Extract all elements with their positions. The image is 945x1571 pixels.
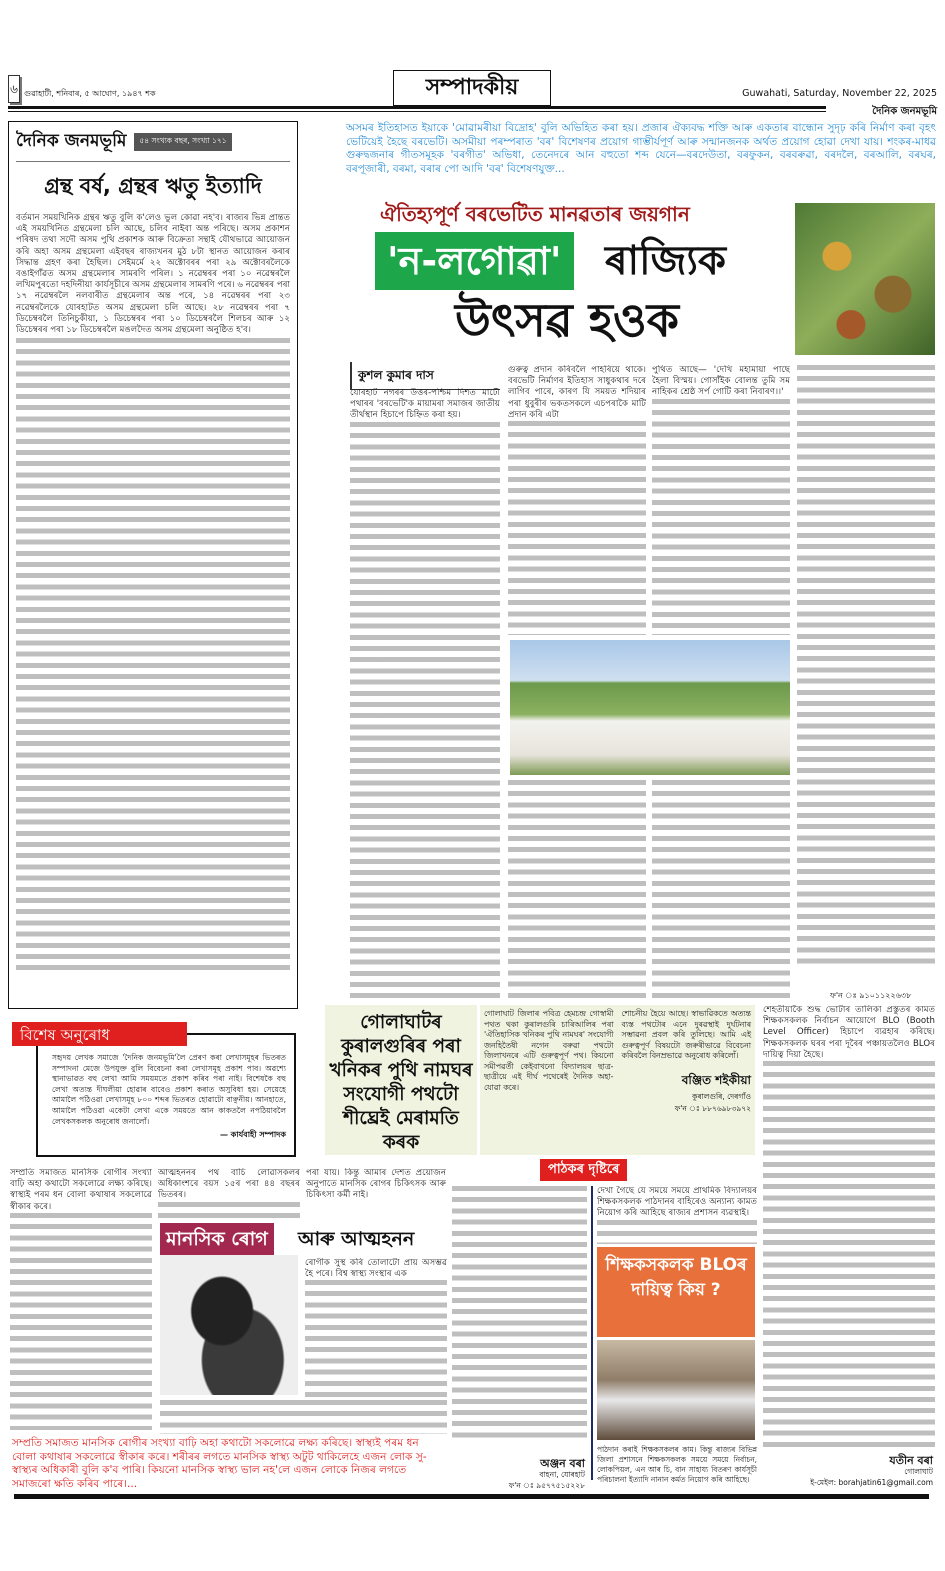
notice-box (36, 1033, 296, 1157)
feature-col3-text: পুথিত আছে— 'দেখি মহামায়া পাছে হৈলা বিস্ময়। গোসাঁইক বোলন্ত তুমি সম নাহিকৰ শ্ৰেষ্ঠ সৰ্প গোটি কৰা নিবাৰণ।।' (652, 365, 790, 398)
mental-place: বাহনা, যোৰহাট (539, 1470, 585, 1479)
mental-col6 (452, 1186, 587, 1438)
feature-phone: ফ'ন ঃ ৯১০১১২২৬৩৮ (830, 991, 912, 1000)
mental-author: অঞ্জন বৰা (540, 1457, 585, 1470)
feature-col2 (508, 365, 646, 635)
notice-body: সহৃদয় লেখক সমাজে 'দৈনিক জনমভূমি'লৈ প্ৰেৰণ কৰা লেখাসমূহৰ ভিতৰত সম্পাদনা মেজে উপযুক্ত বুলি বিবেচনা কৰা লেখাসমূহ প্ৰকাশ পাব। অৱশ্যে স্থানাভাৱত বহু লেখা আমি সময়মতে প্ৰকাশ কৰিব পৰা নাই। বিশেষকৈ বহু লেখা অত্যন্ত দীঘলীয়া হোৱাৰ বাবেও প্ৰকাশ কৰাত অসুবিধা হয়। সেয়েহে আমালৈ পঠিওৱা লেখাসমূহ ৮০০ শব্দৰ ভিতৰত হোৱাটো বাঞ্ছনীয়। আনহাতে, আমালৈ পঠিওৱা একেটা লেখা একে সময়তে আন কাকতলৈ নপঠিয়াবলৈ লেখকসকলক অনুৰোধ জনালোঁ। (52, 1053, 286, 1126)
text-filler (508, 421, 646, 635)
section-title: সম্পাদকীয় (393, 70, 551, 106)
text-filler (763, 1061, 935, 1451)
feature-col3 (652, 365, 790, 635)
byline (350, 362, 500, 390)
page-number: ৬ (8, 75, 20, 103)
feature-col3b (652, 780, 790, 1000)
mental-headline-rest: আৰু আত্মহনন (298, 1228, 415, 1250)
mental-col2 (158, 1168, 300, 1223)
text-filler (797, 365, 935, 965)
text-filler (508, 780, 646, 1000)
date-english: Guwahati, Saturday, November 22, 2025 (742, 88, 937, 99)
header-rule (8, 106, 826, 109)
header-rule-thin (8, 111, 826, 112)
feature-headline-rest: ৰাজ্যিক (605, 238, 726, 284)
blo-author: যতীন বৰা (889, 1454, 933, 1467)
letter1-headline-box (325, 1005, 477, 1155)
mental-body1: সম্প্ৰতি সমাজত মানসিক ৰোগীৰ সংখ্যা বাঢ়ি অহা কথাটো সকলোৱে লক্ষ্য কৰিছে। স্বাস্থ্যই পৰম ধন বোলা কথাষাৰ সকলোৱে স্বীকাৰ কৰে। (10, 1168, 152, 1212)
feature-col1 (350, 388, 500, 998)
text-filler (652, 399, 790, 635)
letter1-box (480, 1005, 755, 1155)
paper-name-right: দৈনিক জনমভূমি (872, 106, 937, 117)
mental-body4: ৰোগীক সুস্থ কৰি তোলাটো প্ৰায় অসম্ভৱ হৈ পৰে। বিশ্ব স্বাস্থ্য সংস্থাৰ এক (305, 1258, 447, 1280)
date-assamese: গুৱাহাটী, শনিবাৰ, ৫ আঘোণ, ১৯৪৭ শক (24, 89, 156, 98)
mental-body3: পৰা যায়। কিন্তু আমাৰ দেশত প্ৰয়োজন অনুপাতে মানসিক ৰোগৰ চিকিৎসক আৰু চিকিৎসা কৰ্মী নাই। (306, 1168, 446, 1201)
mental-pullquote: সম্প্ৰতি সমাজত মানসিক ৰোগীৰ সংখ্যা বাঢ়ি অহা কথাটো সকলোৱে লক্ষ্য কৰিছে। স্বাস্থ্যই পৰম ধন বোলা কথাষাৰ সকলোৱে স্বীকাৰ কৰে। শৰীৰৰ লগতে মানসিক স্বাস্থ্য অটুট থাকিলেহে এজন লোক সু-স্বাস্থ্যৰ অধিকাৰী বুলি ক'ব পাৰি। কিয়নো মানসিক স্বাস্থ্য ভাল নহ'লে এজন লোকে নিজৰ লগতে সমাজৰো ক্ষতি কৰিব পাৰে।... (12, 1437, 427, 1490)
letter1-body2: শোচনীয় হৈয়ে আছে। স্বাভাৱিকতে অত্যন্ত ব্যস্ত পথটোৰ এনে দুৰৱস্থাই দুৰ্ঘটনাৰ সম্ভাৱনা প্ৰবল কৰি তুলিছে। আমি এই গুৰুত্বপূৰ্ণ বিষয়টো জৰুৰীভাৱে বিবেচনা কৰিবলৈ বিনম্ৰভাৱে অনুৰোধ কৰিলোঁ। (621, 1009, 751, 1060)
food-photo (795, 203, 935, 355)
notice-title: বিশেষ অনুৰোধ (12, 1022, 187, 1046)
blo-place: গোলাঘাট (904, 1467, 933, 1476)
mental-body2: আত্মহননৰ পথ বাচি লোৱাসকলৰ অধিকাংশৰে বয়স ১৫ৰ পৰা ৪৪ বছৰৰ ভিতৰৰ। (158, 1168, 300, 1201)
editorial-body: বৰ্তমান সময়খিনিক গ্ৰন্থৰ ঋতু বুলি ক'লেও ভুল কোৱা নহ'ব। ৰাজ্যৰ ভিন্ন প্ৰান্তত এই সময়খিনিত গ্ৰন্থমেলা চলি আছে, চলিব নাইবা অন্ত পৰিছে। অসম প্ৰকাশন পৰিষদ তথা সদৌ অসম পুথি প্ৰকাশক আৰু বিক্ৰেতা সন্থাই যৌথভাৱে আয়োজন কৰি অহা অসম গ্ৰন্থমেলা এইবছৰ ৰাজ্যখনৰ মুঠ ৮টা স্থানত আয়োজন কৰাৰ সিদ্ধান্ত গ্ৰহণ কৰা হৈছিল। সেইমৰ্মে ২২ অক্টোবৰৰ পৰা ২৯ অক্টোবৰলৈকে বঙাইগাঁৱত অসম গ্ৰন্থমেলাৰ সামৰণি পৰিল। ১ নৱেম্বৰৰ পৰা ১০ নৱেম্বৰলৈ লখিমপুৰতো দহদিনীয়া কাৰ্যসূচীৰে অসম গ্ৰন্থমেলাৰ সামৰণি পৰে। ৬ নৱেম্বৰৰ পৰা ১৭ নৱেম্বৰলৈ নলবাৰীত গ্ৰন্থমেলাৰ অন্ত পৰে, ১৪ নৱেম্বৰৰ পৰা ২৩ নৱেম্বৰলৈকে যোৰহাটত অসম গ্ৰন্থমেলা চলি আছে। ২৮ নৱেম্বৰৰ পৰা ৭ ডিচেম্বৰলৈ তিনিচুকীয়া, ১ ডিচেম্বৰৰ পৰা ১০ ডিচেম্বৰলৈ শিলচৰ আৰু ১২ ডিচেম্বৰৰ পৰা ১৮ ডিচেম্বৰলৈ মঙলদৈত অসম গ্ৰন্থমেলা অনুষ্ঠিত হ'ব। (16, 213, 290, 336)
mental-photo (160, 1255, 298, 1395)
mental-col1 (10, 1168, 152, 1430)
blo-body2: শেহতীয়াকৈ শুদ্ধ ভোটাৰ তালিকা প্ৰস্তুতৰ কামত শিক্ষকসকলক নিৰ্বাচন আয়োগে BLO (Booth Level Officer) হিচাপে ব্যৱহাৰ কৰিছে। শিক্ষকসকলক ঘৰৰ পৰা দূৰৈৰ পঞ্চায়তলৈও BLOৰ দায়িত্ব দিয়া হৈছে। (763, 1005, 935, 1060)
feature-headline-highlight: 'ন-লগোৱা' (375, 232, 574, 290)
feature-col1-text: যোৰহাট নগৰৰ উত্তৰ-পশ্চিম দিশত মাটৌ পথাৰৰ 'বৰভেটি'ক মায়ামৰা সমাজৰ জাতীয় তীৰ্থস্থান হিচাপে চিহ্নিত কৰা হয়। (350, 388, 500, 421)
mental-phone: ফ'ন ঃ ৯৫৭৭৫১৫২২৮ (508, 1481, 585, 1490)
festival-photo (510, 640, 790, 775)
blo-col2 (763, 1005, 935, 1455)
text-filler (597, 1220, 757, 1244)
editorial-title: গ্ৰন্থ বৰ্ষ, গ্ৰন্থৰ ঋতু ইত্যাদি (44, 174, 262, 198)
mental-headline-highlight: মানসিক ৰোগ (160, 1223, 274, 1255)
letter1-place: কুৰালগুৰি, দেৰগাঁও (692, 1091, 751, 1101)
feature-headline-line2: উৎসৱ হওক (455, 293, 679, 347)
blo-headline: শিক্ষকসকলক BLOৰ দায়িত্ব কিয় ? (605, 1255, 747, 1300)
column-divider (591, 1186, 593, 1480)
text-filler (452, 1186, 587, 1438)
mental-col4 (305, 1258, 447, 1398)
readers-view-label: পাঠকৰ দৃষ্টিৰে (540, 1159, 627, 1181)
byline-name: কুশল কুমাৰ দাস (358, 368, 434, 382)
text-filler (16, 338, 290, 973)
intro-text: অসমৰ ইতিহাসত ইয়াকে 'মোৱামৰীয়া বিদ্ৰোহ' বুলি অভিহিত কৰা হয়। প্ৰজাৰ ঐক্যবদ্ধ শক্তি আৰু একতাৰ বান্ধোন সুদৃঢ় কৰি নিৰ্মাণ কৰা বৃহৎ ভেটিয়েই হৈছে বৰভেটি। অসমীয়া পৰম্পৰাত 'বৰ' বিশেষণৰ প্ৰয়োগ গাম্ভীৰ্যপূৰ্ণ আৰু সন্মানজনক অৰ্থত প্ৰয়োগ হোৱা দেখা যায়। শংকৰ-মাধৱ গুৰুদ্বজনাৰ গীতসমূহক 'বৰগীত' অভিধা, তেনেদৰে আন বহুতো শব্দ যেনে—বৰদেউতা, বৰফুকন, বৰবৰুৱা, বৰদলৈ, বৰআলি, বৰঘৰ, বৰপূজাৰী, বৰমা, বৰাৰ পো আদি 'বৰ' বিশেষণযুক্ত... (346, 122, 936, 175)
classroom-photo (597, 1340, 755, 1440)
letter1-headline: গোলাঘাটৰ কুৰালগুৰিৰ পৰা খনিকৰ পুথি নামঘৰ সংযোগী পথটো শীঘ্ৰেই মেৰামতি কৰক (329, 1012, 473, 1153)
editorial-box (8, 121, 298, 1009)
letter1-author: বঞ্জিত শইকীয়া (681, 1072, 751, 1087)
feature-col2b (508, 780, 646, 1000)
mental-col5 (160, 1400, 447, 1434)
feature-col4 (797, 365, 935, 965)
feature-kicker: ঐতিহ্যপূৰ্ণ বৰভেটিত মানৱতাৰ জয়গান (380, 202, 690, 226)
letter1-body: গোলাঘাট জিলাৰ পবিত্ৰ হেমচন্দ্ৰ গোস্বামী পথত থকা কুৰালগুৰি চাৰিআলিৰ পৰা 'ঐতিহাসিক খনিকৰ পুথি নামঘৰ' সংযোগী জনহিতৈষী নগেন বৰুৱা পথটো জিলাখনৰে এটি গুৰুত্বপূৰ্ণ পথ। কিয়নো সমীপৱৰ্তী কেইবাখনো বিদ্যালয়ৰ ছাত্ৰ-ছাত্ৰীয়ে এই দীৰ্ঘ পথেৰেই দৈনিক অহা-যোৱা কৰে। (484, 1009, 614, 1092)
blo-headline-box (597, 1247, 755, 1337)
blo-caption: পাঠদান কৰাই শিক্ষকসকলৰ কাম। কিন্তু ৰাজ্যৰ বিভিন্ন জিলা প্ৰশাসনে শিক্ষকসকলক সময়ে সময়ে নিৰ্বাচন, লোকপিয়ল, এন আৰ চি, বান সাহায্য বিতৰণ কাৰ্যসূচী পৰিচালনা ইত্যাদি নানান কৰ্মত নিয়োগ কৰি আহিছে। (597, 1445, 757, 1484)
blo-body1-text: দেখা গৈছে যে সময়ে সময়ে প্ৰাথমিক বিদ্যালয়ৰ শিক্ষকসকলক পাঠদানৰ বাহিৰেও অন্যান্য কামত নিয়োগ কৰি আহিছে ৰাজ্যৰ প্ৰশাসন ব্যৱস্থাই। (597, 1186, 757, 1219)
footer-rule (14, 1494, 929, 1499)
text-filler (160, 1400, 447, 1434)
text-filler (158, 1202, 300, 1223)
text-filler (652, 780, 790, 1000)
text-filler (305, 1280, 447, 1398)
text-filler (10, 1213, 152, 1430)
issue-badge: ৫৪ সংখ্যক বছৰ, সংখ্যা ১৭১ (134, 133, 231, 151)
letter1-phone: ফ'ন ঃ ৮৮৭৬৯৮৩৯৭২ (674, 1103, 751, 1113)
notice-signoff: — কাৰ্যবাহী সম্পাদক (219, 1130, 286, 1140)
blo-body1 (597, 1186, 757, 1244)
feature-col2-text: গুৰুত্ব প্ৰদান কৰিবলৈ পাহৰিয়ে থাকে। বৰভেটি নিৰ্মাণৰ ইতিহাস সাধুকথাৰ দৰে লাগিব পাৰে, কাৰণ যি সময়ত শদিয়াৰ পৰা ধুবুৰীৰ ভকতসকলে এচপৰাকৈ মাটি প্ৰদান কৰি এটা (508, 365, 646, 420)
blo-email: ই-মেইল: borahjatin61@gmail.com (810, 1478, 933, 1487)
text-filler (350, 422, 500, 998)
masthead: দৈনিক জনমভূমি (16, 131, 127, 151)
mental-col3 (306, 1168, 446, 1223)
